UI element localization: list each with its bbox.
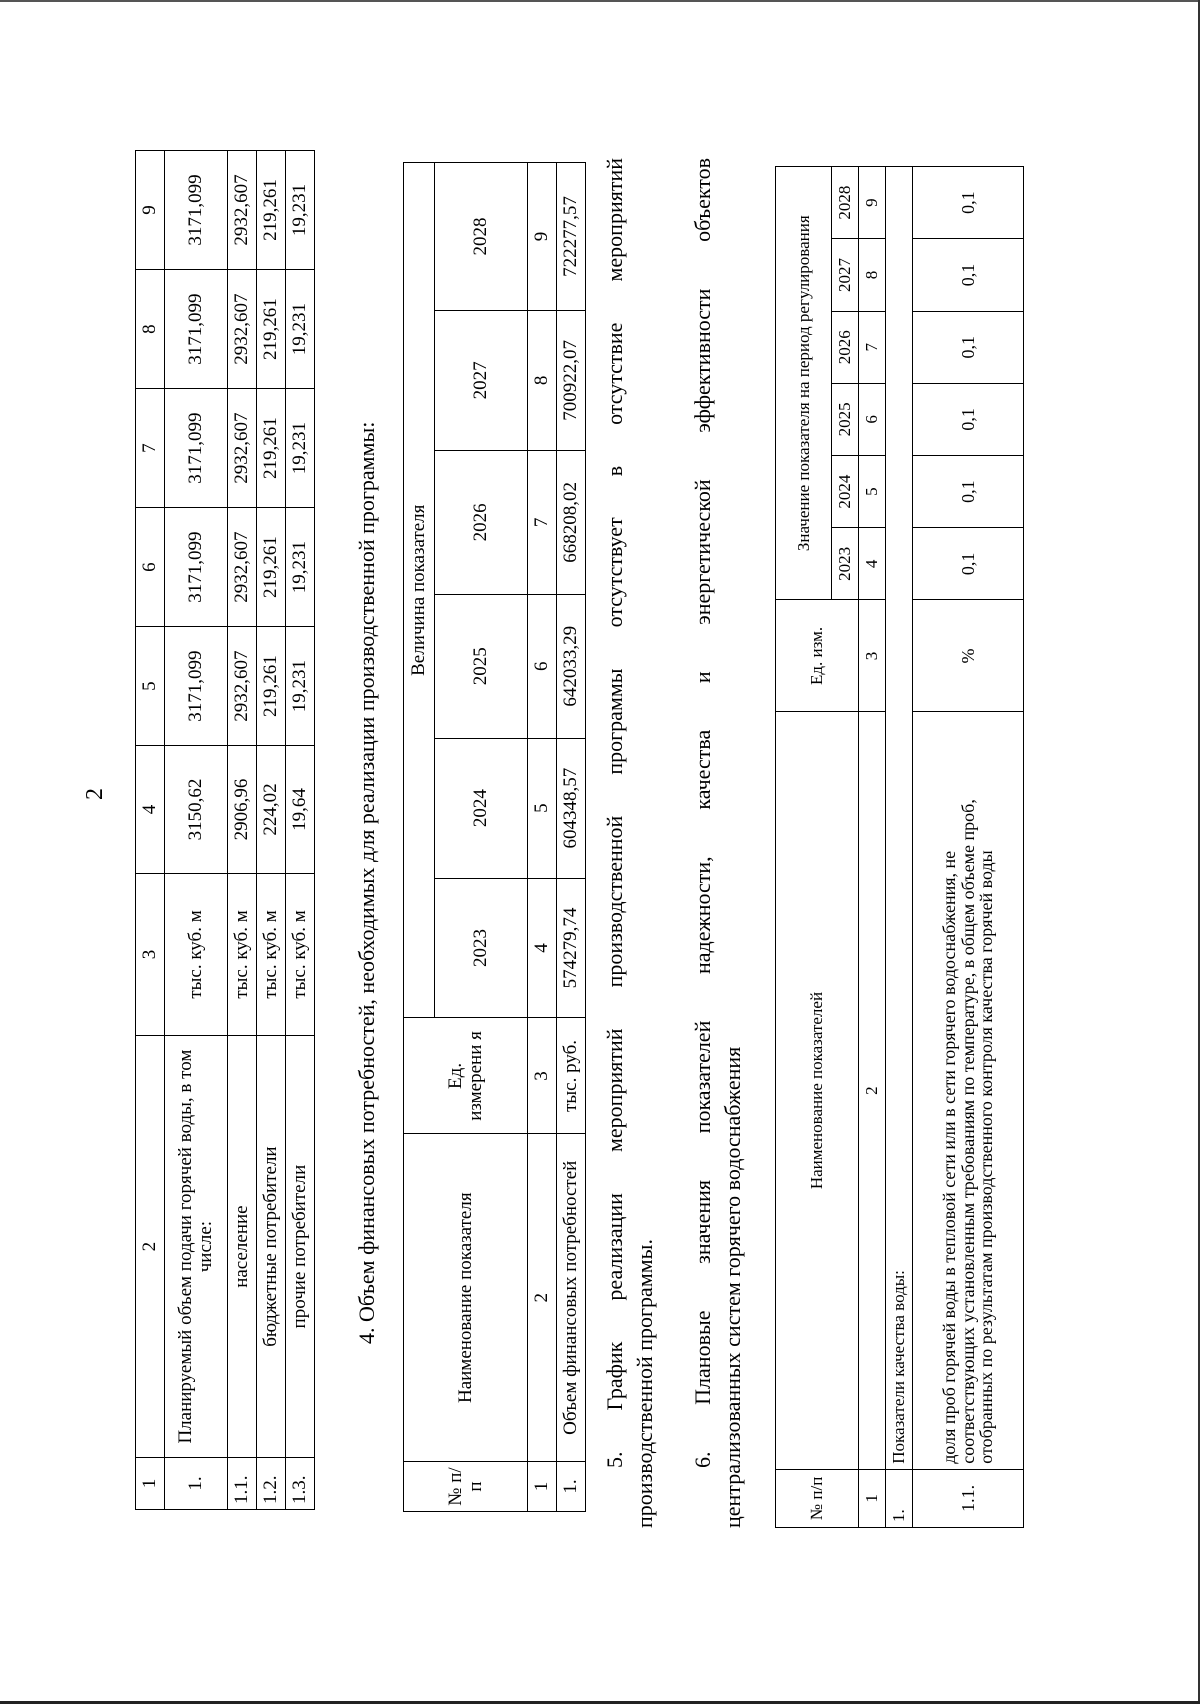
table-colnum-row	[859, 167, 886, 1528]
section-6-line-1: 6. Плановые значения показателей надежности, качества и энергетической эффективности объектов	[690, 158, 715, 1468]
value-cell: 700922,07	[557, 310, 586, 450]
value-cell: 642033,29	[557, 594, 586, 738]
quality-indicators-table	[775, 166, 1024, 1528]
header-cell: 4	[136, 746, 165, 874]
row-number: 1.1.	[228, 1458, 257, 1510]
section-6-line-2: централизованных систем горячего водоснабжения	[719, 1046, 745, 1528]
table-row	[286, 151, 315, 1510]
value-cell: 3171,099	[165, 389, 228, 508]
table-header-row	[776, 167, 832, 1528]
colnum-cell: 6	[528, 594, 557, 738]
value-cell: 2932,607	[228, 627, 257, 746]
year-cell: 2028	[435, 163, 528, 311]
colnum-cell: 9	[528, 163, 557, 311]
row-number: 1.2.	[257, 1458, 286, 1510]
value-cell: 219,261	[257, 508, 286, 627]
row-unit: тыс. куб. м	[286, 873, 315, 1035]
table-group-row	[886, 167, 913, 1528]
financial-needs-table	[403, 162, 586, 1512]
colnum-cell: 1	[859, 1469, 886, 1527]
page-number: 2	[82, 788, 108, 800]
value-cell: 574279,74	[557, 878, 586, 1018]
row-unit: тыс. куб. м	[257, 873, 286, 1035]
row-name: бюджетные потребители	[257, 1036, 286, 1458]
table-row	[228, 151, 257, 1510]
colnum-cell: 3	[859, 600, 886, 712]
table-row	[913, 167, 1024, 1528]
year-cell: 2026	[832, 311, 859, 383]
header-cell: 7	[136, 389, 165, 508]
colnum-cell: 2	[859, 712, 886, 1469]
colnum-cell: 5	[528, 738, 557, 878]
value-cell: 3171,099	[165, 627, 228, 746]
colnum-cell: 7	[528, 450, 557, 594]
row-unit: тыс. руб.	[557, 1018, 586, 1134]
year-cell: 2025	[435, 594, 528, 738]
value-cell: 0,1	[913, 239, 1024, 311]
value-cell: 668208,02	[557, 450, 586, 594]
value-cell: 0,1	[913, 167, 1024, 239]
colnum-cell: 7	[859, 311, 886, 383]
colnum-cell: 2	[528, 1134, 557, 1462]
value-cell: 3171,099	[165, 508, 228, 627]
row-number: 1.1.	[913, 1469, 1024, 1527]
year-cell: 2024	[435, 738, 528, 878]
colnum-cell: 9	[859, 167, 886, 239]
year-cell: 2023	[832, 528, 859, 600]
section-4-title: 4. Объем финансовых потребностей, необходимых для реализации производственной программы:	[354, 421, 379, 1344]
value-cell: 19,231	[286, 508, 315, 627]
value-cell: 224,02	[257, 746, 286, 874]
colnum-cell: 5	[859, 456, 886, 528]
value-cell: 722277,57	[557, 163, 586, 311]
header-name: Наименование показателя	[404, 1134, 528, 1462]
row-number: 1.	[165, 1458, 228, 1510]
colnum-cell: 1	[528, 1462, 557, 1512]
header-unit: Ед. изм.	[776, 600, 859, 712]
value-cell: 2932,607	[228, 389, 257, 508]
section-5-line-2: производственной программы.	[631, 1239, 657, 1528]
year-cell: 2027	[435, 310, 528, 450]
value-cell: 0,1	[913, 456, 1024, 528]
colnum-cell: 3	[528, 1018, 557, 1134]
year-cell: 2028	[832, 167, 859, 239]
header-cell: 3	[136, 873, 165, 1035]
value-cell: 19,231	[286, 389, 315, 508]
value-cell: 0,1	[913, 528, 1024, 600]
value-cell: 19,231	[286, 151, 315, 270]
header-cell: 1	[136, 1458, 165, 1510]
header-cell: 8	[136, 270, 165, 389]
row-name: Планируемый объем подачи горячей воды, в том числе:	[165, 1036, 228, 1458]
table-row	[257, 151, 286, 1510]
value-cell: 3171,099	[165, 151, 228, 270]
header-num: № п/п	[776, 1469, 859, 1527]
header-value: Величина показателя	[404, 163, 435, 1018]
year-cell: 2027	[832, 239, 859, 311]
value-cell: 19,231	[286, 270, 315, 389]
value-cell: 219,261	[257, 389, 286, 508]
header-cell: 5	[136, 627, 165, 746]
colnum-cell: 8	[859, 239, 886, 311]
table-colnum-row	[528, 163, 557, 1512]
value-cell: 2932,607	[228, 508, 257, 627]
header-cell: 9	[136, 151, 165, 270]
value-cell: 219,261	[257, 627, 286, 746]
value-cell: 0,1	[913, 311, 1024, 383]
header-value: Значение показателя на период регулирования	[776, 167, 832, 601]
value-cell: 219,261	[257, 151, 286, 270]
year-cell: 2024	[832, 456, 859, 528]
value-cell: 0,1	[913, 383, 1024, 455]
value-cell: 3150,62	[165, 746, 228, 874]
table-header-row	[404, 163, 435, 1512]
header-unit: Ед. измерени я	[404, 1018, 528, 1134]
table-row	[557, 163, 586, 1512]
value-cell: 19,64	[286, 746, 315, 874]
section-5-text	[600, 158, 659, 1528]
header-cell: 6	[136, 508, 165, 627]
value-cell: 2932,607	[228, 270, 257, 389]
year-cell: 2023	[435, 878, 528, 1018]
row-unit: %	[913, 600, 1024, 712]
group-name: Показатели качества воды:	[886, 167, 913, 1470]
colnum-cell: 6	[859, 383, 886, 455]
header-name: Наименование показателей	[776, 712, 859, 1469]
row-unit: тыс. куб. м	[228, 873, 257, 1035]
colnum-cell: 4	[859, 528, 886, 600]
value-cell: 604348,57	[557, 738, 586, 878]
row-name: прочие потребители	[286, 1036, 315, 1458]
colnum-cell: 4	[528, 878, 557, 1018]
table-row	[165, 151, 228, 1510]
section-6-text	[688, 158, 747, 1528]
value-cell: 2906,96	[228, 746, 257, 874]
year-cell: 2025	[832, 383, 859, 455]
row-number: 1.	[886, 1469, 913, 1527]
year-cell: 2026	[435, 450, 528, 594]
row-number: 1.	[557, 1462, 586, 1512]
water-supply-volume-table	[135, 150, 315, 1510]
header-num: № п/п	[404, 1462, 528, 1512]
table-header-row	[136, 151, 165, 1510]
colnum-cell: 8	[528, 310, 557, 450]
value-cell: 2932,607	[228, 151, 257, 270]
row-number: 1.3.	[286, 1458, 315, 1510]
row-unit: тыс. куб. м	[165, 873, 228, 1035]
value-cell: 19,231	[286, 627, 315, 746]
row-name: Объем финансовых потребностей	[557, 1134, 586, 1462]
row-name: население	[228, 1036, 257, 1458]
value-cell: 219,261	[257, 270, 286, 389]
header-cell: 2	[136, 1036, 165, 1458]
value-cell: 3171,099	[165, 270, 228, 389]
section-5-line-1: 5. График реализации мероприятий производственной программы отсутствует в отсутствие мероприятий	[602, 158, 627, 1468]
row-name: доля проб горячей воды в тепловой сети или в сети горячего водоснабжения, не соответствующих установленным требованиям по температуре, в общем объеме проб, отобранных по результатам производственного контроля качества горячей воды	[913, 712, 1024, 1469]
